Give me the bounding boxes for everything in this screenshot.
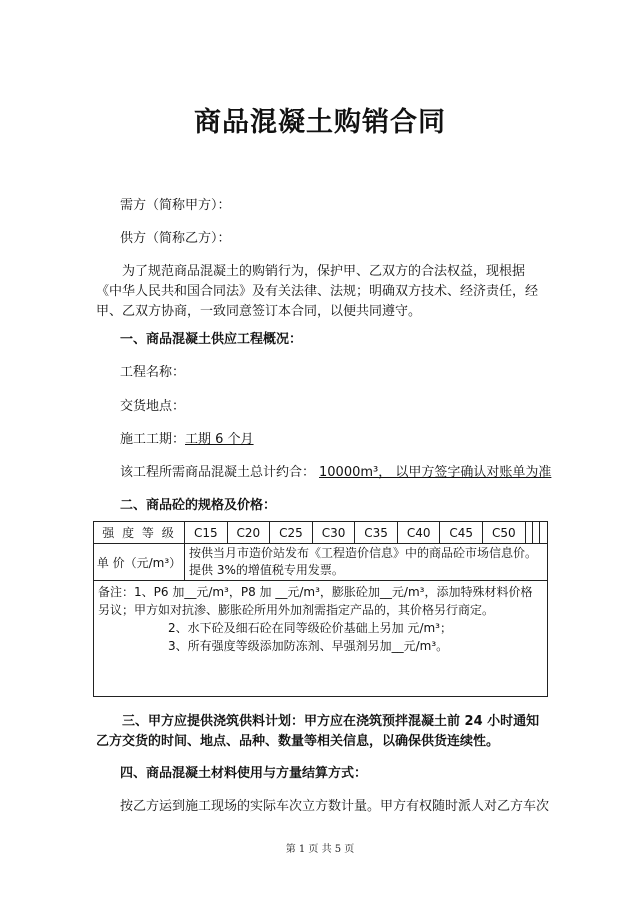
table-row [94,544,548,581]
document-title: 商品混凝土购销合同 [194,107,446,138]
grade-cell: C20 [227,522,270,544]
grade-cell [533,522,540,544]
section4-heading: 四、商品混凝土材料使用与方量结算方式： [120,766,368,781]
grade-cell: C40 [397,522,440,544]
table-row [94,581,548,697]
note-1: 备注：1、P6 加__元/m³，P8 加 __元/m³，膨胀砼加__元/m³，添加特殊材料价格另议；甲方如对抗渗、膨胀砼所用外加剂需指定产品的，其价格另行商定。 [98,585,533,617]
total-volume-line [120,463,551,483]
price-desc-cell: 按供当月市造价站发布《工程造价信息》中的商品砼市场信息价。提供 3%的增值税专用发票。 [185,544,548,581]
section1-heading: 一、商品混凝土供应工程概况： [120,332,303,347]
period-value: 工期 6 个月 [185,432,254,447]
grade-cell: C30 [312,522,355,544]
seller-line: 供方（简称乙方）： [120,231,231,246]
note-2: 2、水下砼及细石砼在同等级砼价基础上另加 元/m³； [168,621,452,635]
table-row [94,522,548,544]
construction-period-line [120,430,254,450]
buyer-line: 需方（简称甲方）： [120,198,231,213]
total-value: 10000m³， 以甲方签字确认对账单为准 [319,465,552,480]
grade-cell: C25 [270,522,313,544]
price-label-cell: 单 价（元/m³） [94,544,185,581]
spec-price-table [93,521,548,697]
grade-label-cell: 强 度 等 级 [94,522,185,544]
section2-heading: 二、商品砼的规格及价格： [120,498,277,513]
section3-paragraph: 三、甲方应提供浇筑供料计划：甲方应在浇筑预拌混凝土前 24 小时通知乙方交货的时间、地点、品种、数量等相关信息，以确保供货连续性。 [96,714,540,749]
period-label: 施工工期： [120,432,186,447]
section4-text: 按乙方运到施工现场的实际车次立方数计量。甲方有权随时派人对乙方车次 [120,799,550,814]
project-name-line: 工程名称： [120,365,186,380]
grade-cell: C15 [185,522,228,544]
total-label: 该工程所需商品混凝土总计约合： [120,465,316,480]
grade-cell: C45 [440,522,483,544]
delivery-place-line: 交货地点： [120,399,186,414]
grade-cell: C35 [355,522,398,544]
notes-cell [94,581,548,697]
intro-paragraph: 为了规范商品混凝土的购销行为，保护甲、乙双方的合法权益，现根据《中华人民共和国合同法》及有关法律、法规；明确双方技术、经济责任，经甲、乙双方协商，一致同意签订本合同，以便共同遵守。 [96,264,539,319]
page-footer: 第 1 页 共 5 页 [285,844,355,855]
grade-cell [525,522,532,544]
grade-cell [540,522,548,544]
grade-cell: C50 [483,522,526,544]
note-3: 3、所有强度等级添加防冻剂、早强剂另加__元/m³。 [168,639,449,653]
